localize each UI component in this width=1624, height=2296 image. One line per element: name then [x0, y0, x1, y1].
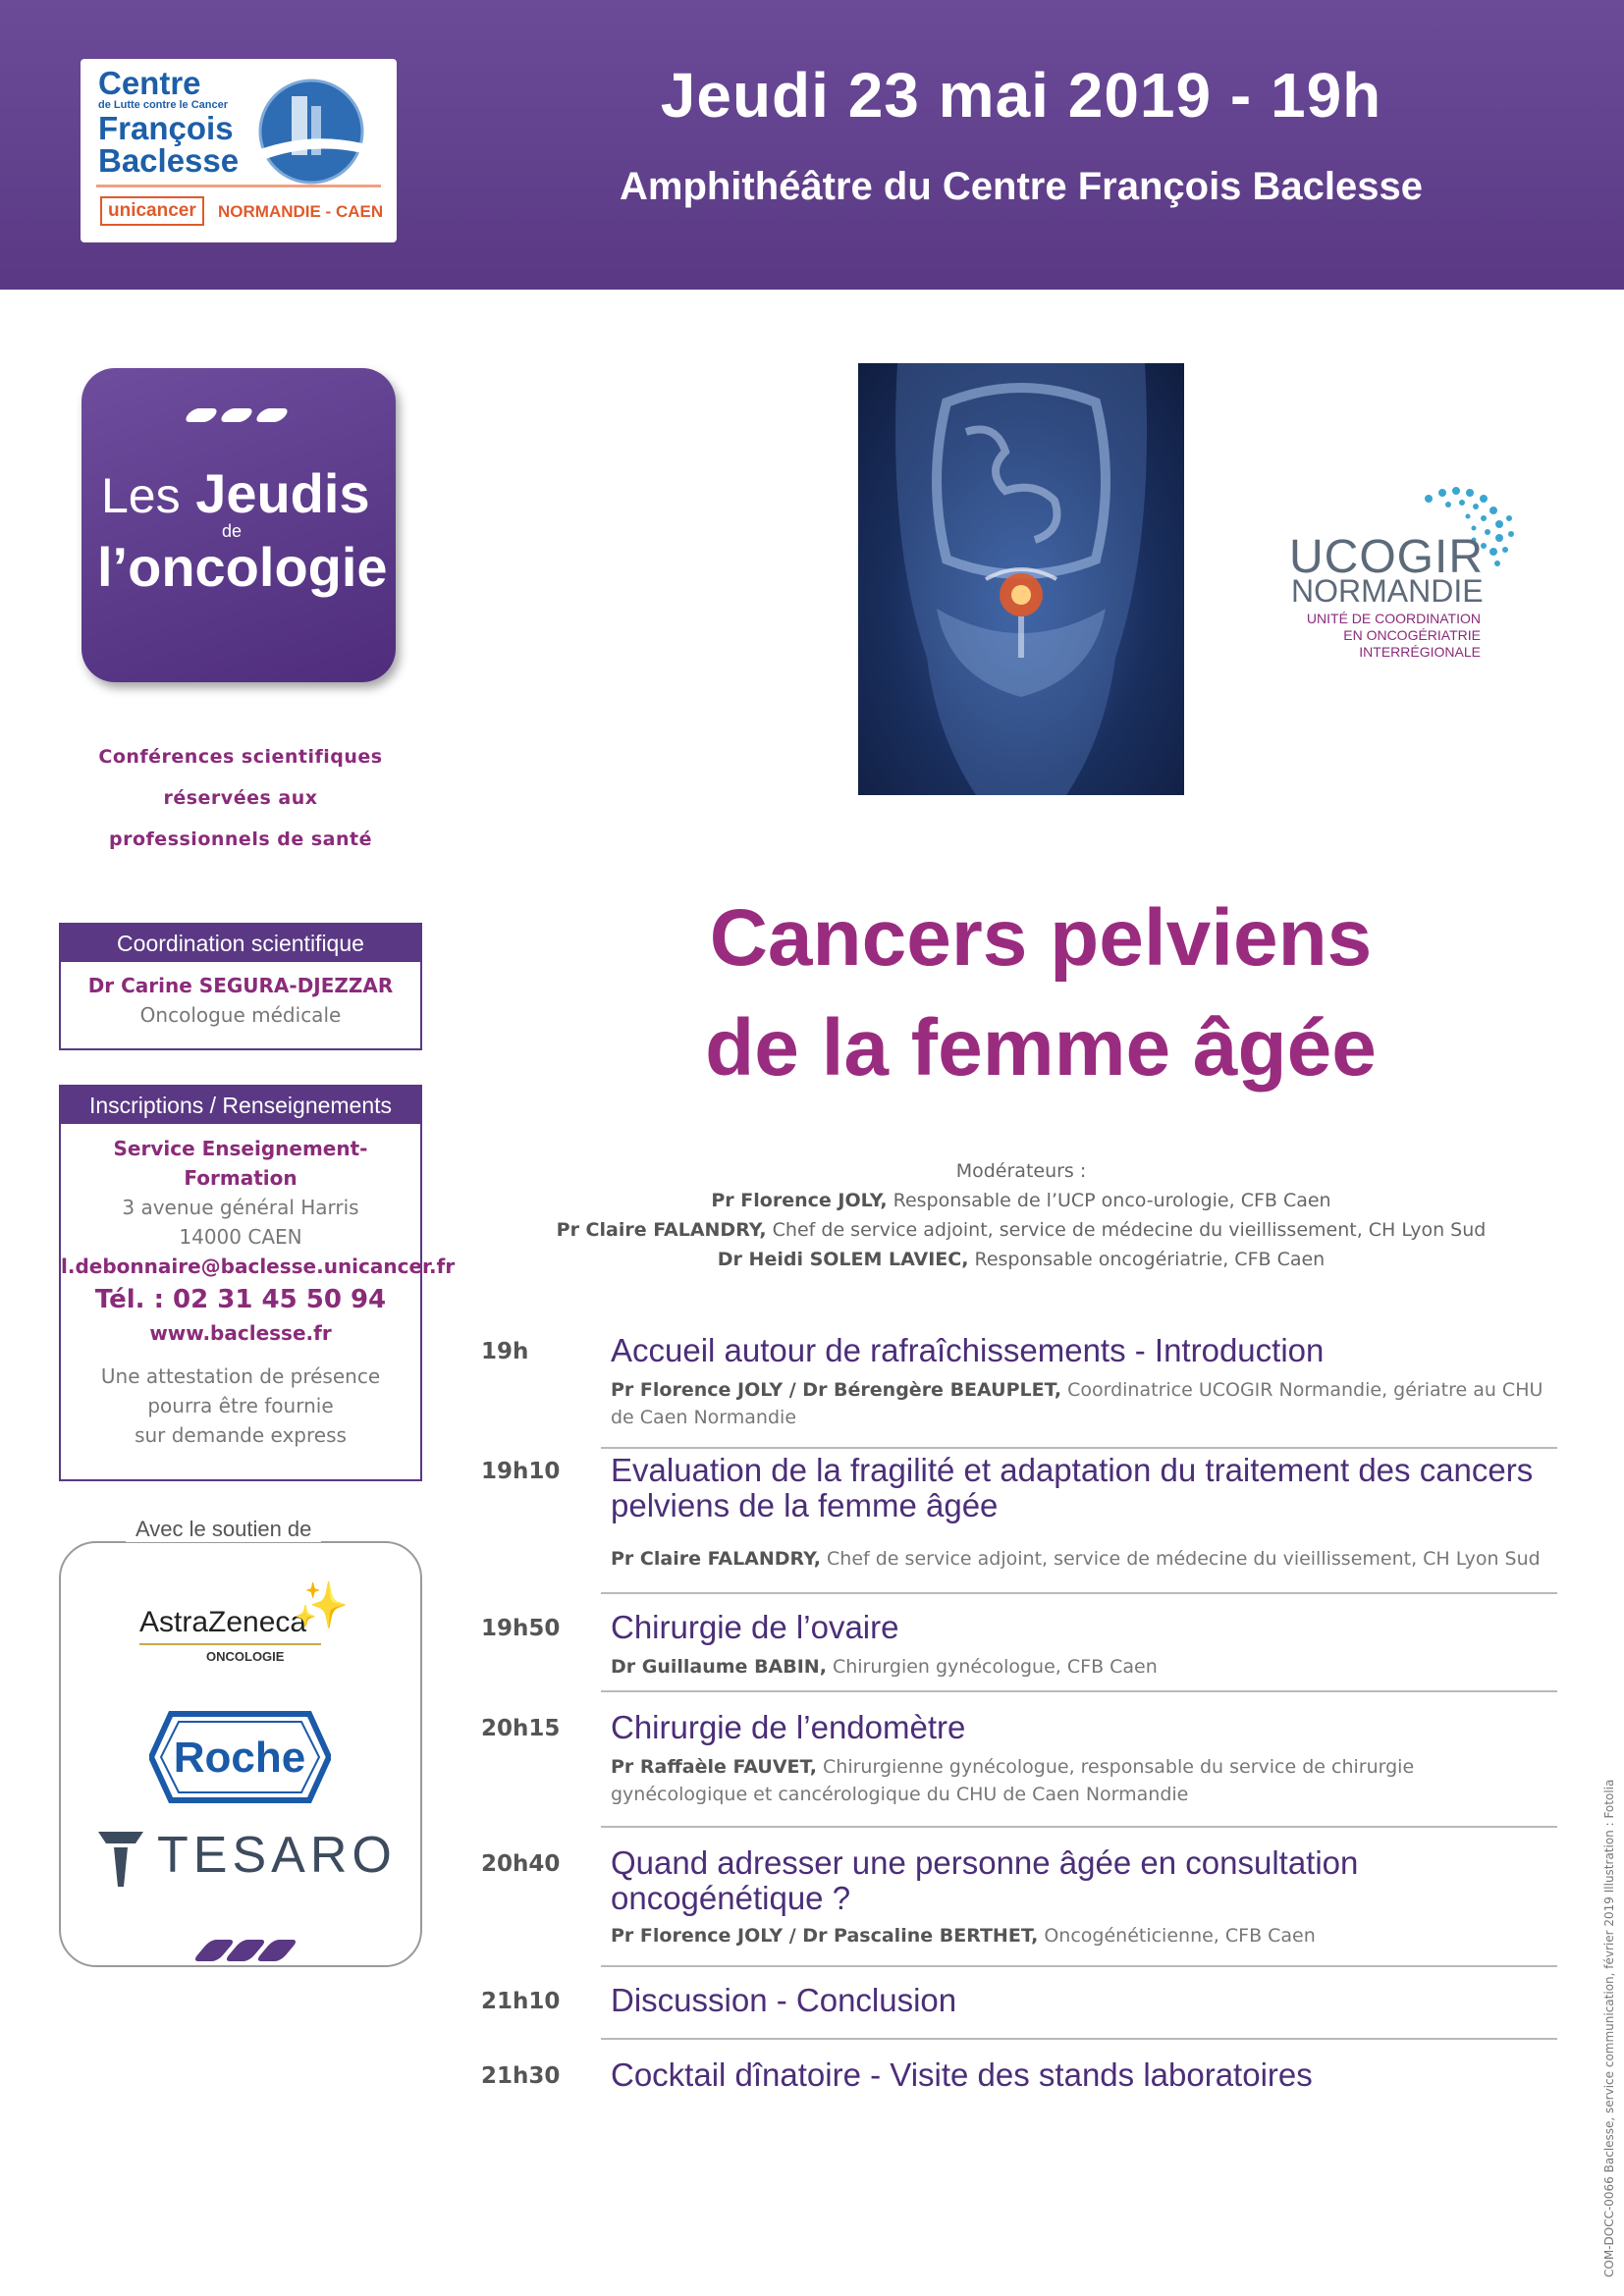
- programme-title: Chirurgie de l’ovaire: [611, 1609, 899, 1645]
- astrazeneca-mark-icon: ✨: [293, 1578, 350, 1631]
- programme-time: 21h30: [481, 2063, 561, 2089]
- divider: [601, 1690, 1557, 1692]
- dashes-icon: [191, 1940, 305, 1965]
- website-link[interactable]: www.baclesse.fr: [149, 1321, 332, 1345]
- divider: [601, 2038, 1557, 2040]
- programme-time: 19h: [481, 1339, 529, 1364]
- programme-time: 20h40: [481, 1851, 561, 1877]
- divider: [601, 1592, 1557, 1594]
- contact-email-link[interactable]: l.debonnaire@baclesse.unicancer.fr: [61, 1255, 456, 1278]
- credit-line: COM-DOCC-0066 Baclesse, service communication, février 2019 Illustration : Fotolia: [1602, 1779, 1616, 2277]
- address-city: 14000 CAEN: [179, 1225, 302, 1249]
- attestation-note-1: Une attestation de présence: [100, 1364, 381, 1388]
- pelvis-illustration: [858, 363, 1184, 795]
- roche-logo: [149, 1710, 331, 1804]
- astrazeneca-sub: ONCOLOGIE: [206, 1649, 285, 1664]
- cfb-logo: [81, 59, 397, 242]
- programme-title: Discussion - Conclusion: [611, 1982, 957, 2018]
- programme-title: Chirurgie de l’endomètre: [611, 1709, 966, 1745]
- ucogir-subtitle: UNITÉ DE COORDINATION EN ONCOGÉRIATRIE INTERRÉGIONALE: [1306, 611, 1481, 660]
- address-line: 3 avenue général Harris: [122, 1196, 359, 1219]
- attestation-note-3: sur demande express: [135, 1423, 347, 1447]
- coordination-title: Coordination scientifique: [61, 925, 420, 962]
- inscriptions-title: Inscriptions / Renseignements: [61, 1087, 420, 1124]
- jeudis-oncologie-logo: [81, 368, 396, 682]
- programme-speakers: Pr Florence JOLY / Dr Pascaline BERTHET, Oncogénéticienne, CFB Caen: [611, 1925, 1316, 1947]
- unicancer-logo: unicancer: [100, 196, 204, 226]
- coordination-box: [59, 923, 422, 1050]
- divider: [601, 1965, 1557, 1967]
- event-title: Cancers pelviens de la femme âgée: [705, 893, 1377, 1093]
- programme-time: 19h50: [481, 1616, 561, 1641]
- programme-time: 21h10: [481, 1989, 561, 2014]
- attestation-note-2: pourra être fournie: [147, 1394, 334, 1417]
- tesaro-logo: TESARO: [157, 1827, 397, 1884]
- cfb-globe-icon: [252, 73, 370, 190]
- logo-les: Les: [101, 468, 181, 523]
- sponsors-title: Avec le soutien de: [126, 1517, 321, 1542]
- divider: [601, 1447, 1557, 1449]
- cfb-logo-line2: de Lutte contre le Cancer: [98, 99, 229, 111]
- moderators: [550, 1156, 1492, 1274]
- dashes-icon: [188, 407, 294, 426]
- moderator-3: Dr Heidi SOLEM LAVIEC, Responsable oncogériatrie, CFB Caen: [717, 1249, 1326, 1270]
- programme-time: 20h15: [481, 1716, 561, 1741]
- programme-speakers: Pr Raffaèle FAUVET, Chirurgienne gynécologue, responsable du service de chirurgie gynécologique et cancérologique du CHU de Caen Normandie: [611, 1756, 1415, 1805]
- coordinator-name: Dr Carine SEGURA-DJEZZAR: [87, 974, 394, 997]
- astrazeneca-logo: AstraZeneca: [139, 1606, 307, 1638]
- ucogir-name: UCOGIR: [1289, 531, 1484, 583]
- coordinator-role: Oncologue médicale: [139, 1003, 342, 1027]
- divider: [601, 1826, 1557, 1828]
- contact-phone: Tél. : 02 31 45 50 94: [94, 1285, 387, 1314]
- cfb-region: NORMANDIE - CAEN: [218, 202, 384, 221]
- event-date: Jeudi 23 mai 2019 - 19h: [660, 60, 1382, 131]
- cfb-logo-line3: François: [98, 110, 234, 146]
- ucogir-region: NORMANDIE: [1291, 573, 1484, 609]
- programme-speakers: Pr Florence JOLY / Dr Bérengère BEAUPLET, Coordinatrice UCOGIR Normandie, gériatre au CHU de Caen Normandie: [611, 1379, 1543, 1428]
- programme-speakers: Dr Guillaume BABIN, Chirurgien gynécologue, CFB Caen: [611, 1656, 1158, 1678]
- moderator-2: Pr Claire FALANDRY, Chef de service adjoint, service de médecine du vieillissement, CH Lyon Sud: [556, 1219, 1487, 1241]
- programme-title: Quand adresser une personne âgée en consultation oncogénétique ?: [611, 1844, 1359, 1916]
- programme-time: 19h10: [481, 1459, 561, 1484]
- moderators-label: Modérateurs :: [955, 1160, 1087, 1182]
- programme-title: Accueil autour de rafraîchissements - Introduction: [611, 1332, 1325, 1368]
- programme-title: Evaluation de la fragilité et adaptation du traitement des cancers pelviens de la femme âgée: [611, 1452, 1534, 1523]
- event-venue: Amphithéâtre du Centre François Baclesse: [619, 165, 1424, 208]
- cfb-logo-line4: Baclesse: [98, 142, 240, 179]
- programme-speakers: Pr Claire FALANDRY, Chef de service adjoint, service de médecine du vieillissement, CH Lyon Sud: [611, 1548, 1541, 1570]
- cfb-logo-line1: Centre: [98, 65, 201, 101]
- moderator-1: Pr Florence JOLY, Responsable de l’UCP onco-urologie, CFB Caen: [711, 1190, 1331, 1211]
- tesaro-mark-icon: [96, 1830, 145, 1889]
- logo-oncologie: l’oncologie: [97, 536, 388, 598]
- logo-jeudis: Jeudis: [195, 462, 370, 524]
- conference-notice: Conférences scientifiques réservées aux professionnels de santé: [98, 746, 383, 850]
- logo-de: de: [222, 521, 243, 541]
- roche-text: Roche: [173, 1734, 306, 1782]
- programme-title: Cocktail dînatoire - Visite des stands laboratoires: [611, 2056, 1313, 2093]
- inscriptions-box: [59, 1085, 456, 1481]
- service-name: Service Enseignement-Formation: [113, 1137, 368, 1190]
